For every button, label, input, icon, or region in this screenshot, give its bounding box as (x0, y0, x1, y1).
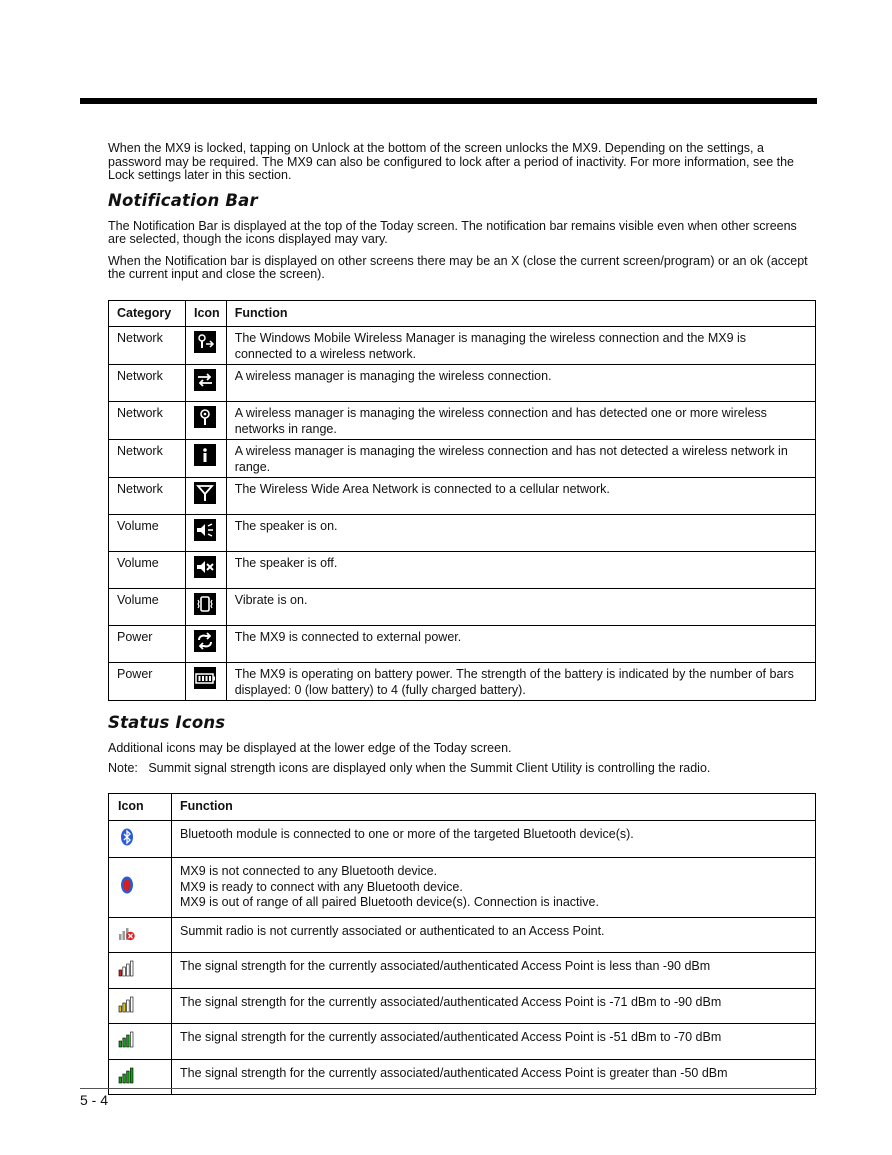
function-cell: A wireless manager is managing the wireless connection. (226, 365, 815, 402)
table-row (109, 663, 816, 701)
table-row (109, 589, 816, 626)
status-icons-para1: Additional icons may be displayed at the lower edge of the Today screen. (108, 741, 512, 755)
top-rule (80, 98, 817, 104)
footer-rule (80, 1088, 817, 1089)
table-row (109, 440, 816, 478)
notification-bar-para1: The Notification Bar is displayed at the top of the Today screen. The notification bar remains visible even when other screens are selected, though the icons displayed may vary. (108, 218, 797, 246)
bluetooth-connected-icon (118, 827, 136, 845)
category-cell: Power (109, 663, 186, 701)
function-cell: A wireless manager is managing the wireless connection and has not detected a wireless network in range. (226, 440, 815, 478)
bluetooth-disconnected-icon (118, 875, 136, 893)
function-cell: The MX9 is connected to external power. (226, 626, 815, 663)
wireless-manager-connected-icon (194, 331, 216, 353)
category-cell: Volume (109, 515, 186, 552)
function-line: MX9 is out of range of all paired Bluetooth device(s). Connection is inactive. (180, 895, 599, 909)
cellular-antenna-icon (194, 482, 216, 504)
table-row (109, 820, 816, 858)
function-cell: The Wireless Wide Area Network is connected to a cellular network. (226, 478, 815, 515)
function-cell: Vibrate is on. (226, 589, 815, 626)
table-row (109, 953, 816, 989)
note-text: Summit signal strength icons are displayed only when the Summit Client Utility is controlling the radio. (148, 760, 711, 775)
function-line: MX9 is ready to connect with any Bluetooth device. (180, 879, 463, 894)
function-line: Bluetooth module is connected to one or more of the targeted Bluetooth device(s). (180, 826, 634, 841)
table-row (109, 858, 816, 918)
table-row (109, 1024, 816, 1060)
category-cell: Network (109, 478, 186, 515)
table-row (109, 402, 816, 440)
category-cell: Network (109, 402, 186, 440)
header-category: Category (109, 300, 186, 327)
intro-paragraph: When the MX9 is locked, tapping on Unlock at the bottom of the screen unlocks the MX9. Depending on the settings, a password may be required. The MX9 can also be configured to lock after a period of inactivity. For more information, see the Lock settings later in this section. (108, 141, 794, 182)
speaker-on-icon (194, 519, 216, 541)
category-cell: Network (109, 327, 186, 365)
function-line: MX9 is not connected to any Bluetooth device. (180, 864, 438, 878)
speaker-off-icon (194, 556, 216, 578)
signal-strength-3-icon (118, 1030, 136, 1048)
function-cell: The Windows Mobile Wireless Manager is managing the wireless connection and the MX9 is connected to a wireless network. (226, 327, 815, 365)
function-cell: The speaker is on. (226, 515, 815, 552)
page-content (108, 142, 816, 1095)
category-cell: Network (109, 365, 186, 402)
note-label: Note: (108, 760, 138, 775)
header-icon: Icon (109, 794, 172, 821)
notification-bar-para2: When the Notification bar is displayed on other screens there may be an X (close the current screen/program) or an ok (accept the current input and close the screen). (108, 253, 808, 281)
function-cell: A wireless manager is managing the wireless connection and has detected one or more wireless networks in range. (226, 402, 815, 440)
header-icon: Icon (186, 300, 227, 327)
summit-not-associated-icon (118, 924, 136, 942)
function-cell: The speaker is off. (226, 552, 815, 589)
table-row (109, 988, 816, 1024)
signal-strength-4-icon (118, 1066, 136, 1084)
page-number: 5 - 4 (80, 1092, 109, 1108)
networks-detected-icon (194, 406, 216, 428)
function-line: The signal strength for the currently associated/authenticated Access Point is greater than -50 dBm (180, 1065, 728, 1080)
function-cell: The MX9 is operating on battery power. The strength of the battery is indicated by the number of bars displayed: 0 (low battery) to 4 (fully charged battery). (226, 663, 815, 701)
no-network-detected-icon (194, 444, 216, 466)
header-function: Function (172, 794, 816, 821)
function-line: The signal strength for the currently associated/authenticated Access Point is less than -90 dBm (180, 959, 711, 973)
table-row (109, 1059, 816, 1095)
table-row (109, 365, 816, 402)
category-cell: Power (109, 626, 186, 663)
vibrate-icon (194, 593, 216, 615)
table-row (109, 917, 816, 953)
table-row (109, 626, 816, 663)
category-cell: Volume (109, 589, 186, 626)
category-cell: Network (109, 440, 186, 478)
status-icons-heading: Status Icons (108, 713, 226, 732)
notification-bar-heading: Notification Bar (108, 190, 258, 210)
table-row (109, 515, 816, 552)
function-line: The signal strength for the currently associated/authenticated Access Point is -51 dBm to -70 dBm (180, 1030, 722, 1044)
function-line: The signal strength for the currently associated/authenticated Access Point is -71 dBm to -90 dBm (180, 994, 722, 1009)
signal-strength-2-icon (118, 995, 136, 1013)
external-power-icon (194, 630, 216, 652)
notification-table (108, 300, 816, 702)
table-row (109, 327, 816, 365)
header-function: Function (226, 300, 815, 327)
category-cell: Volume (109, 552, 186, 589)
battery-icon (194, 667, 216, 689)
table-row (109, 478, 816, 515)
wireless-manager-icon (194, 369, 216, 391)
status-icons-table (108, 793, 816, 1095)
function-line: Summit radio is not currently associated or authenticated to an Access Point. (180, 923, 605, 938)
note-paragraph (108, 762, 816, 776)
table-row (109, 552, 816, 589)
signal-strength-1-icon (118, 959, 136, 977)
